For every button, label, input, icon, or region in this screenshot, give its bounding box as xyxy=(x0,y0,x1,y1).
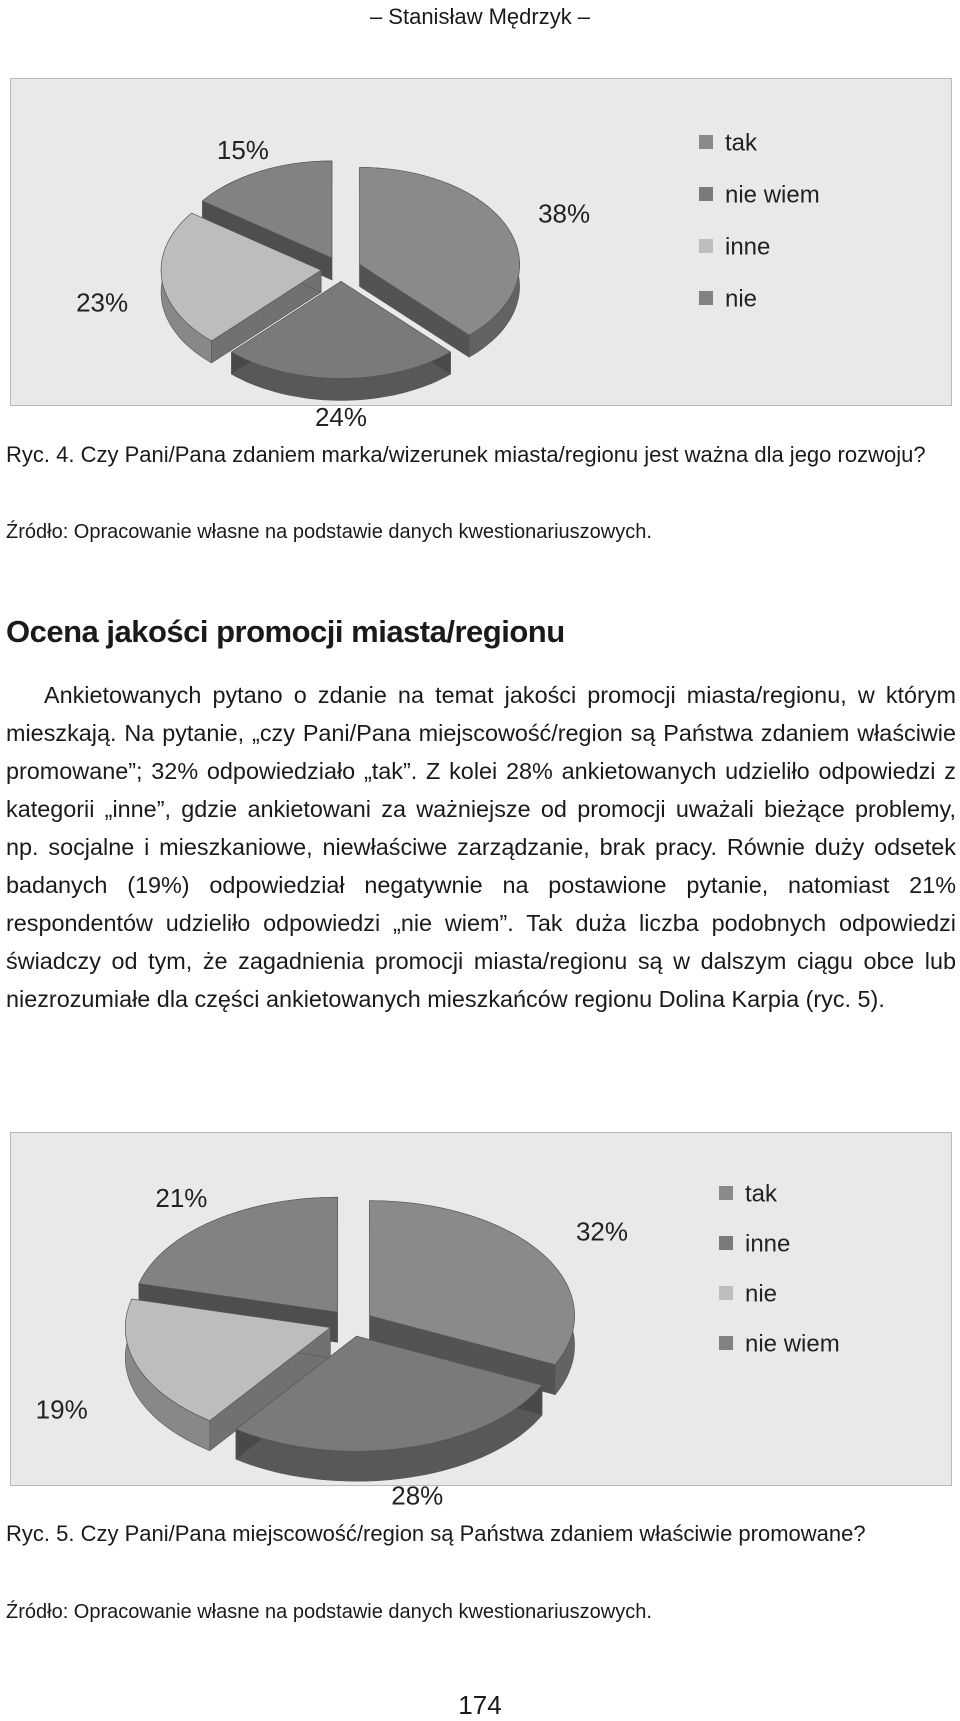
legend-swatch xyxy=(699,135,713,149)
data-label: 38% xyxy=(538,198,591,229)
legend-swatch xyxy=(719,1286,733,1300)
data-label: 24% xyxy=(314,401,368,432)
figure-2-caption: Ryc. 5. Czy Pani/Pana miejscowość/region są Państwa zdaniem właściwie promowane? xyxy=(6,1521,866,1546)
body-text xyxy=(6,676,956,1018)
pie-chart-1 xyxy=(10,78,952,432)
legend-label: inne xyxy=(745,1230,791,1258)
data-label: 15% xyxy=(216,135,269,166)
paragraph: Ankietowanych pytano o zdanie na temat jakości promocji miasta/regionu, w którym mieszkają. Na pytanie, „czy Pani/Pana miejscowość/region są Państwa zdaniem właściwie promowane”; 32% odpowiedziało „tak”. Z kolei 28% ankietowanych udzieliło odpowiedzi z kategorii „inne”, gdzie ankietowani za ważniejsze od promocji uważali bieżące problemy, np. socjalne i mieszkaniowe, niewłaściwe zarządzanie, brak pracy. Równie duży odsetek badanych (19%) odpowiedział negatywnie na postawione pytanie, natomiast 21% respondentów udzieliło odpowiedzi „nie wiem”. Tak duża liczba podobnych odpowiedzi świadczy od tym, że zagadnienia promocji miasta/regionu są w dalszym ciągu obce lub niezrozumiałe dla części ankietowanych mieszkańców regionu Dolina Karpia (ryc. 5). xyxy=(6,682,956,1012)
data-label: 19% xyxy=(35,1394,88,1425)
legend-label: nie wiem xyxy=(745,1330,840,1358)
legend-label: nie xyxy=(745,1280,778,1308)
section-heading: Ocena jakości promocji miasta/regionu xyxy=(6,614,565,649)
figure-1-source: Źródło: Opracowanie własne na podstawie danych kwestionariuszowych. xyxy=(6,521,652,543)
chart-1-svg xyxy=(11,79,951,432)
chart-2-svg xyxy=(11,1133,951,1511)
pie-chart-2 xyxy=(10,1132,952,1511)
legend-label: tak xyxy=(725,129,758,157)
legend-label: nie wiem xyxy=(725,181,820,209)
data-label: 28% xyxy=(391,1480,444,1511)
figure-1-caption: Ryc. 4. Czy Pani/Pana zdaniem marka/wizerunek miasta/regionu jest ważna dla jego rozwoju? xyxy=(6,442,926,467)
figure-2-source: Źródło: Opracowanie własne na podstawie danych kwestionariuszowych. xyxy=(6,1601,652,1623)
data-label: 21% xyxy=(155,1183,208,1214)
legend-swatch xyxy=(719,1236,733,1250)
legend-label: nie xyxy=(725,285,758,313)
legend-swatch xyxy=(719,1336,733,1350)
legend-swatch xyxy=(699,291,713,305)
legend-label: tak xyxy=(745,1180,778,1208)
legend-swatch xyxy=(719,1186,733,1200)
legend-label: inne xyxy=(725,233,771,261)
legend-swatch xyxy=(699,187,713,201)
page-header: – Stanisław Mędrzyk – xyxy=(369,4,591,29)
legend-swatch xyxy=(699,239,713,253)
data-label: 32% xyxy=(575,1216,629,1247)
page-number: 174 xyxy=(458,1690,502,1720)
data-label: 23% xyxy=(76,287,129,318)
